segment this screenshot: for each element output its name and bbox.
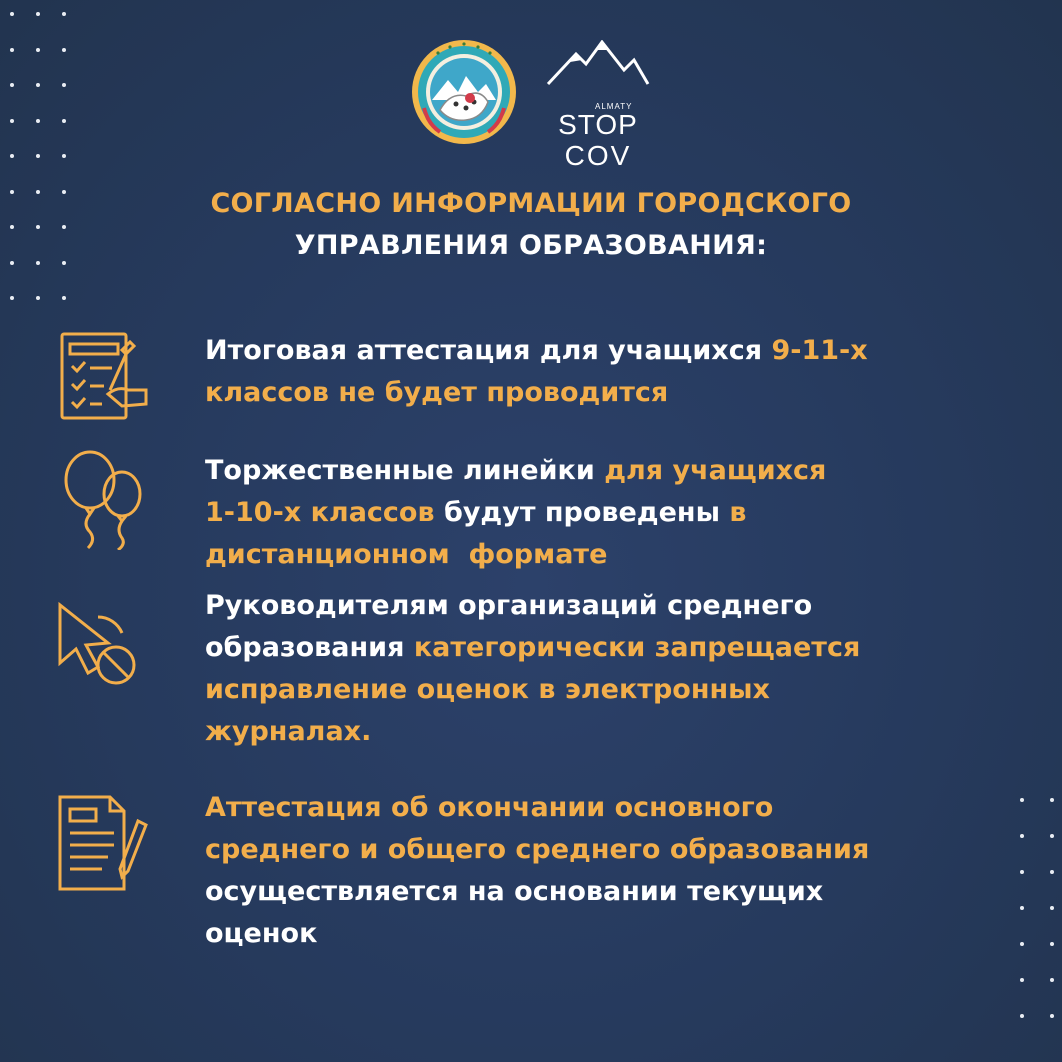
text-segment: осуществляется на основании текущих [205, 876, 824, 907]
almaty-city-emblem-icon [410, 38, 518, 146]
decorative-dot [62, 83, 66, 87]
decorative-dot [62, 48, 66, 52]
text-highlight: Аттестация об окончании основного [205, 792, 774, 823]
exam-checklist-icon [52, 330, 152, 430]
decorative-dot [36, 12, 40, 16]
text-segment: Торжественные линейки [205, 455, 605, 486]
decorative-dot [10, 119, 14, 123]
decorative-dot [10, 83, 14, 87]
title-line-2: УПРАВЛЕНИЯ ОБРАЗОВАНИЯ: [294, 230, 768, 261]
decorative-dot [1050, 978, 1054, 982]
text-highlight: классов не будет проводится [205, 377, 669, 408]
decorative-dot [1050, 942, 1054, 946]
decorative-dot [1050, 906, 1054, 910]
text-highlight: для учащихся [604, 455, 827, 486]
text-highlight: журналах. [205, 716, 372, 747]
text-highlight: среднего и общего среднего образования [205, 834, 870, 865]
info-text-ceremony [205, 450, 1025, 576]
text-segment: Руководителям организаций среднего [205, 590, 813, 621]
decorative-dot [36, 296, 40, 300]
info-text-grades [205, 585, 1025, 753]
decorative-dot [62, 12, 66, 16]
balloons-icon [52, 450, 152, 550]
decorative-dot [1020, 1014, 1024, 1018]
logo-group [410, 38, 650, 171]
text-segment: Итоговая аттестация для учащихся [205, 335, 772, 366]
text-highlight: исправление оценок в электронных [205, 674, 770, 705]
brand-almaty-label: ALMATY [595, 102, 633, 111]
decorative-dot [10, 154, 14, 158]
page-title [0, 183, 1062, 267]
text-highlight: 1-10-х классов [205, 497, 435, 528]
text-highlight: категорически запрещается [413, 632, 861, 663]
text-highlight: в [729, 497, 747, 528]
decorative-dot [36, 83, 40, 87]
text-segment: будут проведены [434, 497, 730, 528]
decorative-dot [36, 48, 40, 52]
text-segment: образования [205, 632, 414, 663]
decorative-dot [62, 296, 66, 300]
decorative-dot [1050, 1014, 1054, 1018]
text-segment: оценок [205, 918, 318, 949]
brand-stop-label: STOP [558, 109, 638, 140]
text-highlight: дистанционном формате [205, 539, 608, 570]
brand-cov-label: COV [564, 140, 632, 171]
text-highlight: 9-11-х [771, 335, 868, 366]
decorative-dot [36, 154, 40, 158]
decorative-dot [10, 296, 14, 300]
decorative-dot [36, 119, 40, 123]
decorative-dot [62, 154, 66, 158]
decorative-dot [1020, 978, 1024, 982]
decorative-dot [1050, 870, 1054, 874]
decorative-dot [1050, 834, 1054, 838]
decorative-dot [62, 119, 66, 123]
decorative-dot [10, 48, 14, 52]
info-text-exam [205, 330, 1025, 414]
decorative-dot [1050, 798, 1054, 802]
info-text-certification [205, 787, 1025, 955]
title-line-1: СОГЛАСНО ИНФОРМАЦИИ ГОРОДСКОГО [210, 188, 852, 219]
cursor-prohibited-icon [52, 597, 152, 697]
document-pen-icon [52, 793, 152, 893]
decorative-dot [10, 12, 14, 16]
